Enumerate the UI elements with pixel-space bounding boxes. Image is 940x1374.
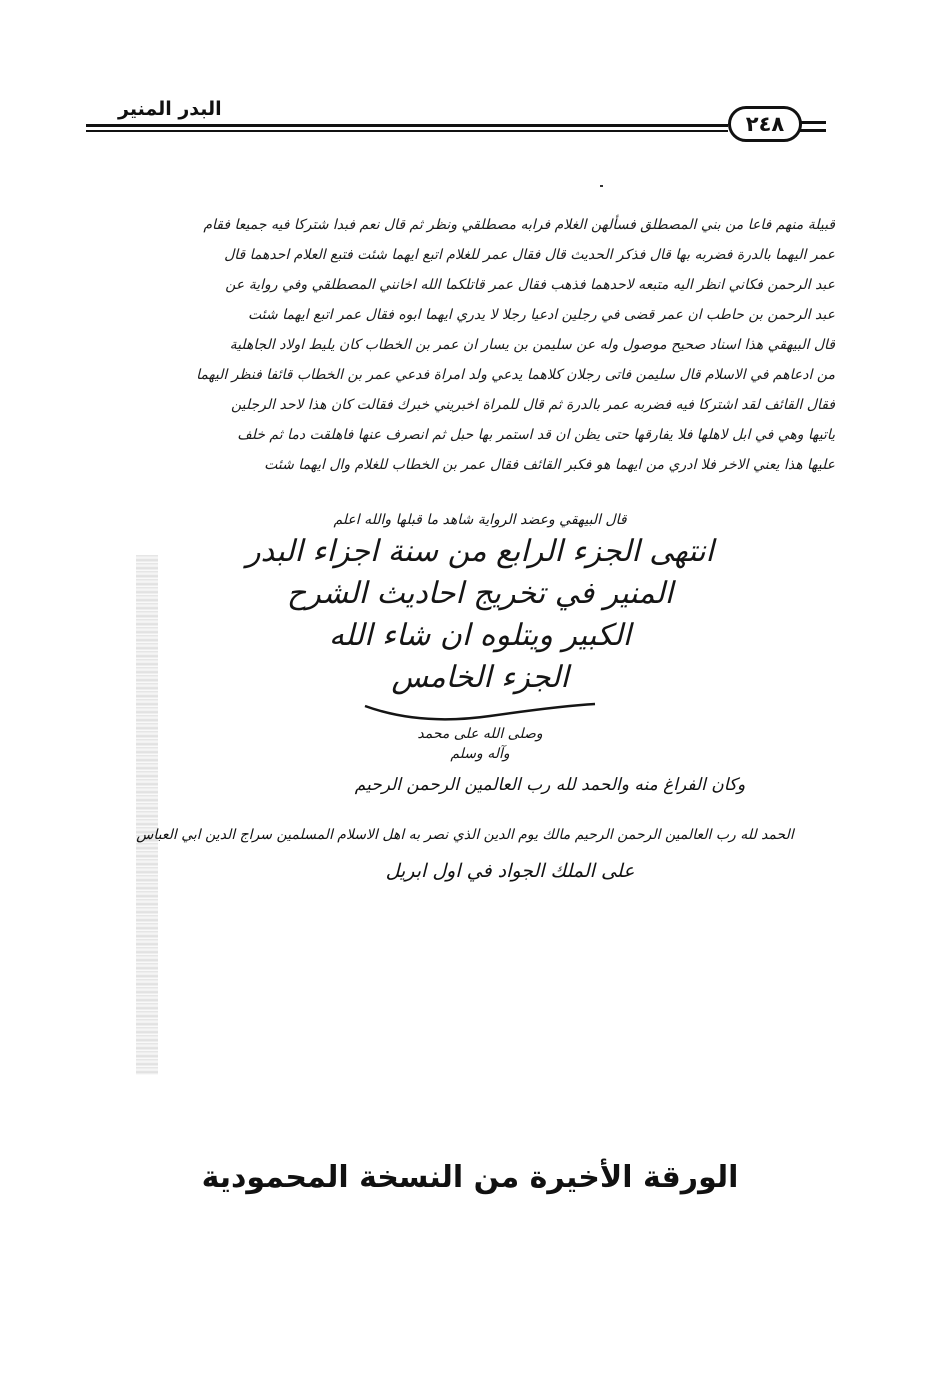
header-rule-top xyxy=(86,124,728,127)
header-rule-right-top xyxy=(800,121,826,124)
manuscript-line: فقال القائف لقد اشتركا فيه فضربه عمر بالدرة ثم قال للمراة اخبريني خبرك فقالت كان هذا لاحد الرجلين xyxy=(230,397,835,413)
manuscript-line: قبيلة منهم فاعا من بني المصطلق فسألهن الغلام فرابه مصطلقي ونظر ثم قال نعم فبدا شتركا فيه جميعا فقام xyxy=(203,217,835,233)
basmala-line: وكان الفراغ منه والحمد لله رب العالمين الرحمن الرحيم xyxy=(354,775,746,795)
manuscript-line: ياتيها وهي في ابل لاهلها فلا يفارقها حتى يظن ان قد استمر بها حبل ثم انصرف عنها فاهلقت دما ثم خلف xyxy=(237,427,835,443)
figure-caption: الورقة الأخيرة من النسخة المحمودية xyxy=(201,1160,739,1195)
colophon-line: الكبير ويتلوه ان شاء الله xyxy=(328,618,632,653)
colophon-line: انتهى الجزء الرابع من سنة اجزاء البدر xyxy=(246,534,714,569)
manuscript-body xyxy=(110,210,835,480)
margin-stain xyxy=(136,555,158,1075)
flourish-stroke xyxy=(360,700,600,724)
manuscript-line: من ادعاهم في الاسلام قال سليمن فاتى رجلان كلاهما يدعي ولد امراة فدعي عمر بن الخطاب قائفا فنظر اليهما xyxy=(196,367,835,383)
manuscript-line: عبد الرحمن بن حاطب ان عمر قضى في رجلين ادعيا رجلا لا يدري ايهما ابوه فقال عمر اتبع ايهما شئت xyxy=(247,307,835,323)
ownership-note: الحمد لله رب العالمين الرحمن الرحيم مالك يوم الدين الذي نصر به اهل الاسلام المسلمين سراج الدين ابي العباس xyxy=(136,827,794,843)
colophon-line: المنير في تخريج احاديث الشرح xyxy=(286,576,674,611)
header-rule-right-bottom xyxy=(800,129,826,132)
manuscript-line: عبد الرحمن فكاني انظر اليه متبعه لاحدهما فذهب فقال عمر قاتلكما الله اخانني المصطلقي وفي رواية عن xyxy=(225,277,835,293)
colophon-intro: قال البيهقي وعضد الرواية شاهد ما قبلها والله اعلم xyxy=(333,512,627,528)
manuscript-line: قال البيهقي هذا اسناد صحيح موصول وله عن سليمن بن يسار ان عمر بن الخطاب كان يليط اولاد الجاهلية xyxy=(229,337,835,353)
page-header xyxy=(0,0,940,150)
colophon-line: الجزء الخامس xyxy=(391,660,569,695)
header-rule-bottom xyxy=(86,130,728,132)
manuscript-image xyxy=(100,210,835,1080)
manuscript-line: عمر اليهما بالدرة فضربه بها قال فذكر الحديث قال فقال عمر للغلام اتبع ايهما شئت فتبع العلام احدهما قال xyxy=(224,247,835,263)
book-title: البدر المنير xyxy=(118,98,222,120)
colophon xyxy=(220,510,740,764)
scan-speck xyxy=(600,185,603,187)
blessing-line: وصلى الله على محمد xyxy=(417,726,543,742)
manuscript-line: عليها هذا يعني الاخر فلا ادري من ايهما هو فكبر القائف فقال عمر بن الخطاب للغلام وال ايهما شئت xyxy=(264,457,835,473)
ownership-note-second: على الملك الجواد في اول ابريل xyxy=(385,860,635,882)
page-number-badge: ٢٤٨ xyxy=(728,106,802,142)
blessing-line: وآله وسلم xyxy=(450,746,510,762)
